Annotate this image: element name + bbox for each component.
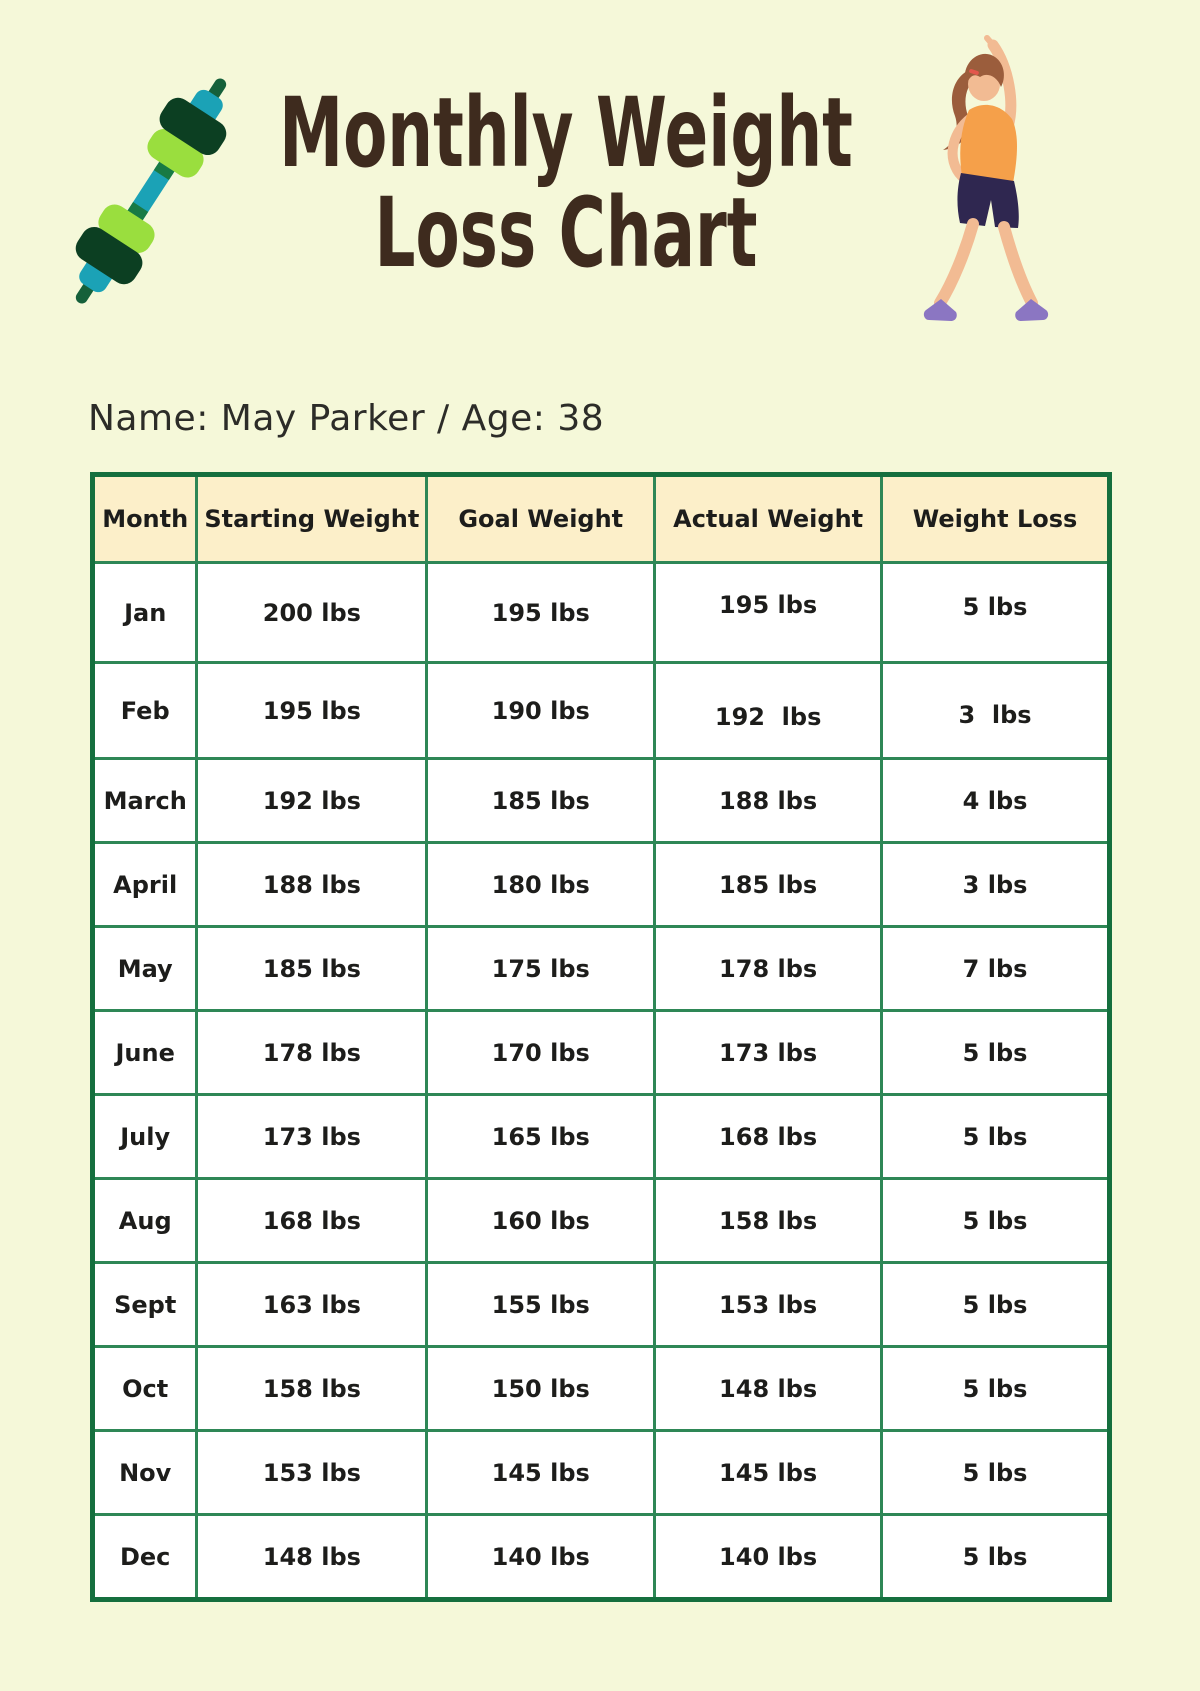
table-row bbox=[93, 759, 1110, 843]
cell-actual: 168 lbs bbox=[655, 1095, 882, 1179]
cell-month: July bbox=[93, 1095, 197, 1179]
cell-actual: 188 lbs bbox=[655, 759, 882, 843]
cell-starting: 188 lbs bbox=[197, 843, 427, 927]
column-header-month: Month bbox=[93, 475, 197, 563]
cell-goal: 180 lbs bbox=[427, 843, 655, 927]
cell-goal: 190 lbs bbox=[427, 663, 655, 759]
cell-month: May bbox=[93, 927, 197, 1011]
cell-goal: 165 lbs bbox=[427, 1095, 655, 1179]
weight-table bbox=[90, 472, 1112, 1602]
table-row bbox=[93, 1179, 1110, 1263]
cell-starting: 173 lbs bbox=[197, 1095, 427, 1179]
cell-actual: 195 lbs bbox=[655, 563, 882, 663]
cell-goal: 185 lbs bbox=[427, 759, 655, 843]
cell-goal: 170 lbs bbox=[427, 1011, 655, 1095]
title-line-2: Loss Chart bbox=[374, 176, 758, 289]
cell-loss: 5 lbs bbox=[882, 1431, 1110, 1515]
cell-starting: 158 lbs bbox=[197, 1347, 427, 1431]
table-body bbox=[93, 563, 1110, 1600]
cell-goal: 145 lbs bbox=[427, 1431, 655, 1515]
cell-actual: 158 lbs bbox=[655, 1179, 882, 1263]
cell-loss: 5 lbs bbox=[882, 1179, 1110, 1263]
cell-goal: 155 lbs bbox=[427, 1263, 655, 1347]
table-row bbox=[93, 843, 1110, 927]
table-row bbox=[93, 1431, 1110, 1515]
table-row bbox=[93, 1095, 1110, 1179]
cell-month: June bbox=[93, 1011, 197, 1095]
table-row bbox=[93, 1515, 1110, 1600]
cell-goal: 175 lbs bbox=[427, 927, 655, 1011]
name-age-text: Name: May Parker / Age: 38 bbox=[88, 398, 605, 439]
cell-goal: 160 lbs bbox=[427, 1179, 655, 1263]
table-row bbox=[93, 1263, 1110, 1347]
cell-starting: 168 lbs bbox=[197, 1179, 427, 1263]
cell-goal: 195 lbs bbox=[427, 563, 655, 663]
cell-month: Jan bbox=[93, 563, 197, 663]
cell-loss: 5 lbs bbox=[882, 1095, 1110, 1179]
weight-table-container bbox=[90, 472, 1112, 1602]
cell-month: Aug bbox=[93, 1179, 197, 1263]
cell-month: March bbox=[93, 759, 197, 843]
page-title bbox=[187, 77, 945, 289]
cell-starting: 195 lbs bbox=[197, 663, 427, 759]
table-row bbox=[93, 927, 1110, 1011]
cell-starting: 185 lbs bbox=[197, 927, 427, 1011]
column-header-starting-weight: Starting Weight bbox=[197, 475, 427, 563]
cell-actual: 185 lbs bbox=[655, 843, 882, 927]
cell-loss: 4 lbs bbox=[882, 759, 1110, 843]
cell-loss: 5 lbs bbox=[882, 563, 1110, 663]
woman-exercising-icon bbox=[895, 32, 1070, 332]
column-header-weight-loss: Weight Loss bbox=[882, 475, 1110, 563]
cell-month: Dec bbox=[93, 1515, 197, 1600]
cell-month: Feb bbox=[93, 663, 197, 759]
cell-loss: 5 lbs bbox=[882, 1515, 1110, 1600]
cell-month: April bbox=[93, 843, 197, 927]
cell-starting: 153 lbs bbox=[197, 1431, 427, 1515]
cell-actual: 192 lbs bbox=[655, 663, 882, 759]
header-row bbox=[93, 475, 1110, 563]
cell-loss: 5 lbs bbox=[882, 1347, 1110, 1431]
cell-starting: 163 lbs bbox=[197, 1263, 427, 1347]
cell-actual: 148 lbs bbox=[655, 1347, 882, 1431]
cell-month: Nov bbox=[93, 1431, 197, 1515]
cell-month: Oct bbox=[93, 1347, 197, 1431]
cell-starting: 178 lbs bbox=[197, 1011, 427, 1095]
column-header-goal-weight: Goal Weight bbox=[427, 475, 655, 563]
cell-loss: 5 lbs bbox=[882, 1011, 1110, 1095]
cell-starting: 192 lbs bbox=[197, 759, 427, 843]
cell-actual: 178 lbs bbox=[655, 927, 882, 1011]
column-header-actual-weight: Actual Weight bbox=[655, 475, 882, 563]
cell-loss: 7 lbs bbox=[882, 927, 1110, 1011]
cell-starting: 200 lbs bbox=[197, 563, 427, 663]
table-row bbox=[93, 663, 1110, 759]
cell-starting: 148 lbs bbox=[197, 1515, 427, 1600]
table-row bbox=[93, 1011, 1110, 1095]
cell-month: Sept bbox=[93, 1263, 197, 1347]
table-row bbox=[93, 1347, 1110, 1431]
cell-actual: 153 lbs bbox=[655, 1263, 882, 1347]
title-line-1: Monthly Weight bbox=[279, 77, 853, 189]
table-row bbox=[93, 563, 1110, 663]
cell-goal: 140 lbs bbox=[427, 1515, 655, 1600]
cell-loss: 3 lbs bbox=[882, 843, 1110, 927]
cell-actual: 173 lbs bbox=[655, 1011, 882, 1095]
cell-actual: 145 lbs bbox=[655, 1431, 882, 1515]
cell-loss: 5 lbs bbox=[882, 1263, 1110, 1347]
cell-loss: 3 lbs bbox=[882, 663, 1110, 759]
cell-goal: 150 lbs bbox=[427, 1347, 655, 1431]
table-header bbox=[93, 475, 1110, 563]
cell-actual: 140 lbs bbox=[655, 1515, 882, 1600]
